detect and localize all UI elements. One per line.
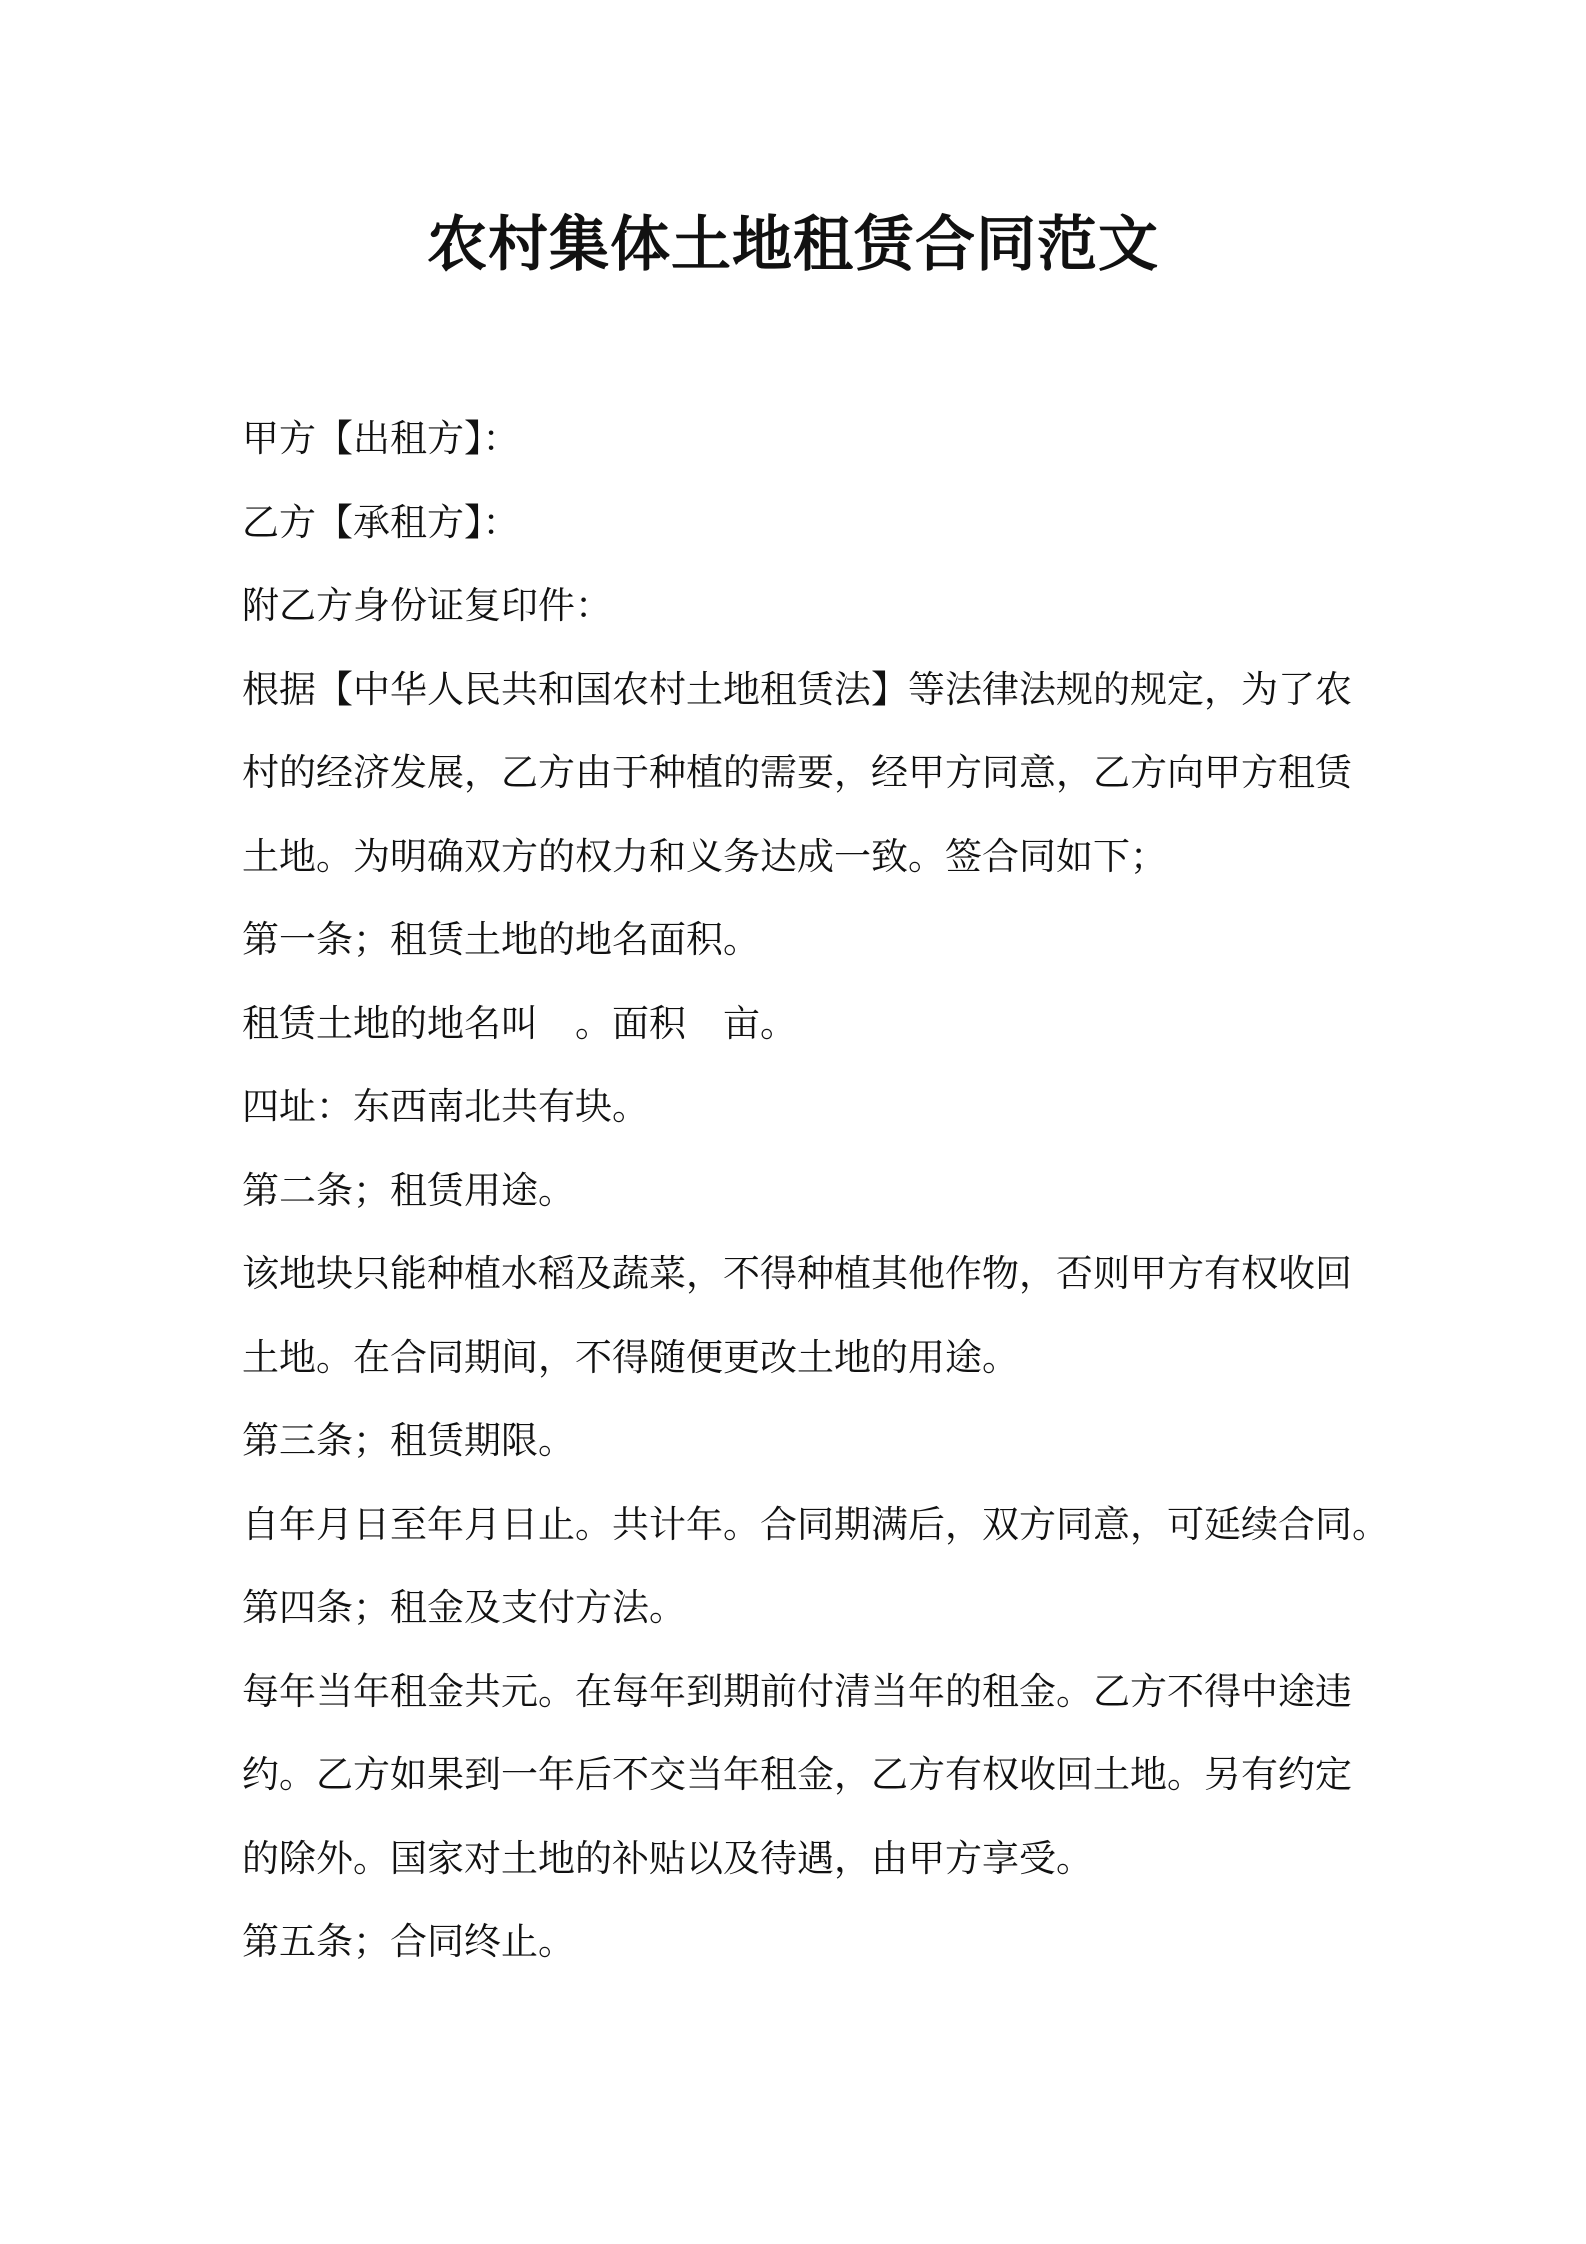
text-line-term: 自年月日至年月日止。共计年。合同期满后，双方同意，可延续合同。 — [242, 1502, 1389, 1546]
text-line-party-a: 甲方【出租方】： — [242, 417, 520, 460]
text-line-usage-1: 该地块只能种植水稻及蔬菜，不得种植其他作物，否则甲方有权收回 — [242, 1252, 1352, 1295]
article-heading-4: 第四条；租金及支付方法。 — [242, 1586, 686, 1629]
text-line-usage-2: 土地。在合同期间，不得随便更改土地的用途。 — [242, 1335, 1019, 1379]
text-line-rent-3: 的除外。国家对土地的补贴以及待遇，由甲方享受。 — [242, 1836, 1093, 1880]
article-heading-1: 第一条；租赁土地的地名面积。 — [242, 918, 760, 961]
document-title: 农村集体土地租赁合同范文 — [427, 210, 1159, 280]
text-line-id-copy: 附乙方身份证复印件： — [242, 584, 612, 627]
article-heading-5: 第五条；合同终止。 — [242, 1920, 575, 1963]
text-line-rent-1: 每年当年租金共元。在每年到期前付清当年的租金。乙方不得中途违 — [242, 1669, 1352, 1713]
text-line-boundaries: 四址：东西南北共有块。 — [242, 1085, 649, 1128]
text-line-preamble-2: 村的经济发展，乙方由于种植的需要，经甲方同意，乙方向甲方租赁 — [242, 751, 1352, 794]
text-line-preamble-3: 土地。为明确双方的权力和义务达成一致。签合同如下； — [242, 834, 1167, 878]
text-line-rent-2: 约。乙方如果到一年后不交当年租金，乙方有权收回土地。另有约定 — [242, 1753, 1352, 1796]
text-line-party-b: 乙方【承租方】： — [242, 500, 520, 544]
article-heading-2: 第二条；租赁用途。 — [242, 1168, 575, 1212]
text-line-preamble-1: 根据【中华人民共和国农村土地租赁法】等法律法规的规定，为了农 — [242, 667, 1352, 711]
article-heading-3: 第三条；租赁期限。 — [242, 1419, 575, 1462]
document-body — [242, 397, 1389, 1984]
text-line-land-name: 租赁土地的地名叫 。面积 亩。 — [242, 1001, 797, 1045]
